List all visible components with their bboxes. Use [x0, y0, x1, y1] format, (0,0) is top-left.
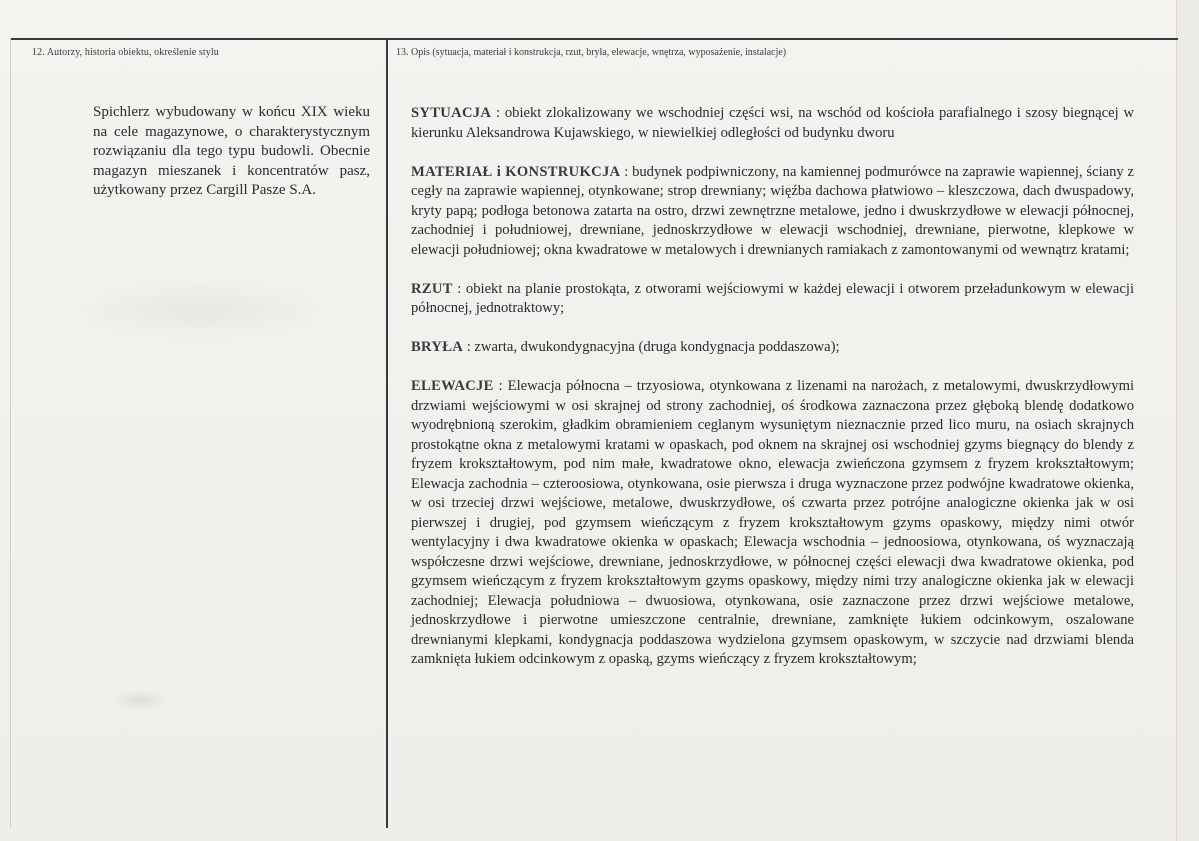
text-material: : budynek podpiwniczony, na kamiennej podmurówce na zaprawie wapiennej, ściany z cegły na zaprawie wapiennej, otynkowane; strop drewniany; więźba dachowa płatwiowo – kleszczowa, dach dwuspadowy, kryty papą; podłoga betonowa zatarta na ostro, drzwi zewnętrzne metalowe, jedno i dwuskrzydłowe w elewacji północnej, zachodniej i południowej, drewniane, jednoskrzydłowe w elewacji wschodniej, drewniane, pierwotne, klepkowe w elewacji południowej; okna kwadratowe w metalowych i drewnianych ramiakach z zamontowanymi od wewnątrz kratami;: [411, 163, 1134, 258]
paragraph-material: [411, 163, 1134, 261]
paper-smudge: [110, 690, 170, 710]
column-divider: [386, 38, 388, 828]
form-left-border: [10, 38, 11, 828]
heading-rzut: RZUT: [411, 280, 453, 297]
text-sytuacja: : obiekt zlokalizowany we wschodniej części wsi, na wschód od kościoła parafialnego i szosy biegnącej w kierunku Aleksandrowa Kujawskiego, w niewielkiej odległości od budynku dworu: [411, 105, 1134, 141]
paragraph-bryla: [411, 338, 1134, 358]
page-edge: [1176, 0, 1199, 841]
form-top-border: [10, 38, 1178, 40]
history-text: Spichlerz wybudowany w końcu XIX wieku na cele magazynowe, o charakterystycznym rozwiązaniu dla tego typu budowli. Obecnie magazyn mieszanek i koncentratów pasz, użytkowany przez Cargill Pasze S.A.: [93, 104, 370, 198]
heading-bryla: BRYŁA: [411, 339, 464, 355]
heading-material: MATERIAŁ i KONSTRUKCJA: [411, 163, 621, 180]
text-rzut: : obiekt na planie prostokąta, z otworami wejściowymi w każdej elewacji i otworem przeładunkowym w elewacji północnej, jednotraktowy;: [411, 280, 1134, 316]
paragraph-elewacje: [411, 377, 1134, 670]
heading-elewacje: ELEWACJE: [411, 378, 494, 394]
section-13-header: 13. Opis (sytuacja, materiał i konstrukcja, rzut, bryła, elewacje, wnętrza, wyposażenie, instalacje): [396, 47, 787, 58]
description-body: [411, 104, 1134, 689]
text-elewacje: : Elewacja północna – trzyosiowa, otynkowana z lizenami na narożach, z metalowymi, dwuskrzydłowymi drzwiami wejściowymi w osi skrajnej od strony zachodniej, oś środkowa zaznaczona przez głęboką blendę dodatkowo wyodrębnioną szerokim, gładkim obramieniem ceglanym wysuniętym nieznacznie przed lico muru, na osiach skrajnych prostokątne okna z metalowymi kratami w opaskach, pod oknem na skrajnej osi wschodniej gzyms biegnący do blendy z fryzem krokształtowym, pod nim małe, kwadratowe okno, elewacja zwieńczona gzymsem z fryzem krokształtowym; Elewacja zachodnia – czteroosiowa, otynkowana, osie pierwsza i druga wyznaczone przez podwójne kwadratowe okienka, w osi trzeciej drzwi wejściowe, metalowe, dwuskrzydłowe, oś czwarta przez potrójne analogiczne okienka jak w osi pierwszej i drugiej, pod gzymsem wieńczącym z fryzem krokształtowym gzyms opaskowy, między nimi otwór wentylacyjny i dwa kwadratowe okienka w opaskach; Elewacja wschodnia – jednoosiowa, otynkowana, oś wyznaczają współczesne drzwi wejściowe, drewniane, jednoskrzydłowe, w północnej części elewacji dwa kwadratowe okienka, pod gzymsem wieńczącym z fryzem krokształtowym gzyms opaskowy, między nimi trzy analogiczne okienka jak w elewacji zachodniej; Elewacja południowa – dwuosiowa, otynkowana, osie zaznaczone przez drzwi wejściowe metalowe, jednoskrzydłowe i pierwotne umieszczone centralnie, drewniane, zamknięte łukiem odcinkowym, oszalowane drewnianymi klepkami, kondygnacja poddaszowa wydzielona gzymsem opaskowym, w szczycie nad drzwiami blenda zamknięta łukiem odcinkowym z opaską, gzyms wieńczący z fryzem krokształtowym;: [411, 378, 1134, 667]
paragraph-rzut: [411, 280, 1134, 319]
paper-smudge: [70, 280, 330, 340]
section-12-header: 12. Autorzy, historia obiektu, określenie stylu: [32, 47, 219, 58]
text-bryla: : zwarta, dwukondygnacyjna (druga kondygnacja poddaszowa);: [463, 339, 840, 355]
heading-sytuacja: SYTUACJA: [411, 105, 492, 121]
paragraph-sytuacja: [411, 104, 1134, 143]
